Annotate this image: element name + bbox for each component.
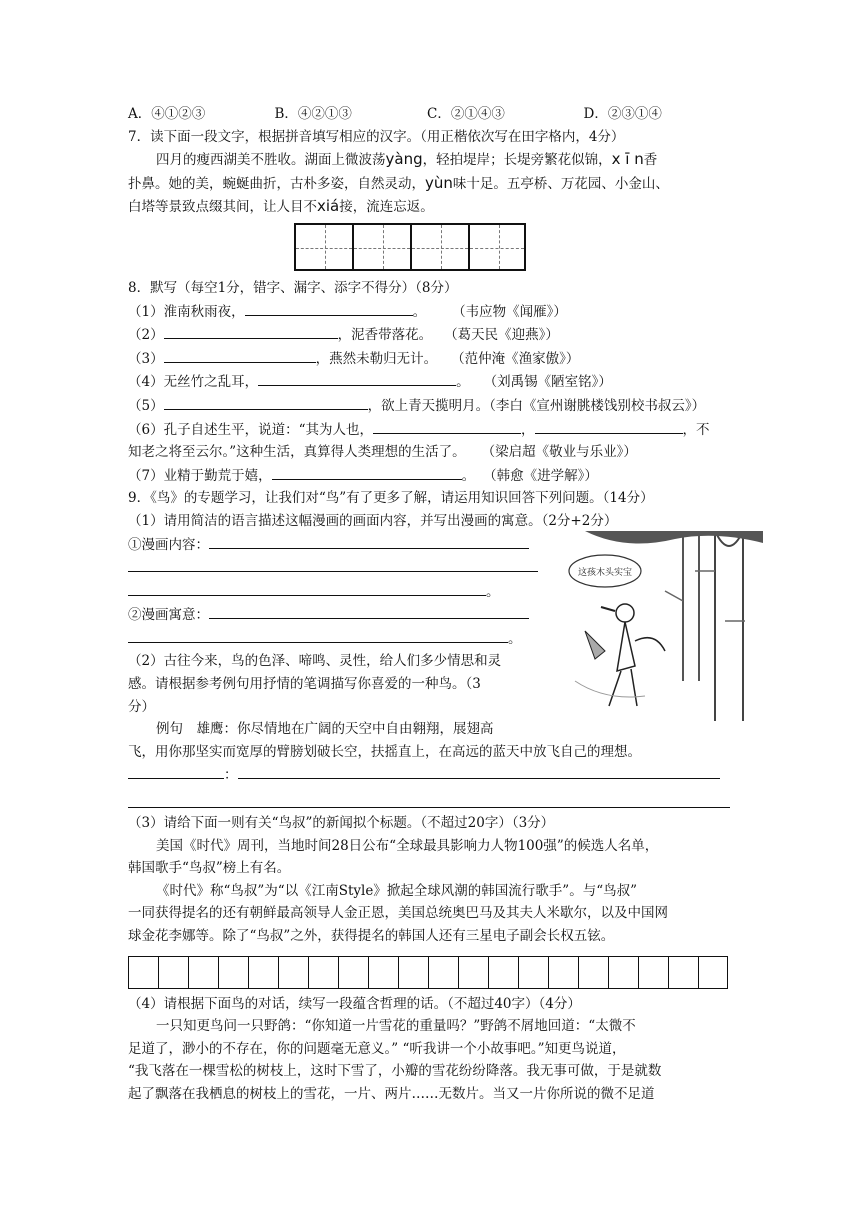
tian-cell[interactable]	[468, 223, 526, 271]
news-line-1: 美国《时代》周刊，当地时间28日公布“全球最具影响力人物100强”的候选人名单，	[156, 837, 659, 854]
q8-item-2: （2） ，泥香带落花。 （葛天民《迎燕》）	[128, 323, 730, 347]
grid-cell[interactable]	[158, 956, 188, 989]
q7-title: 7．读下面一段文字，根据拼音填写相应的汉字。（用正楷依次写在田字格内，4分）	[128, 128, 625, 145]
grid-cell[interactable]	[278, 956, 308, 989]
tian-cell[interactable]	[410, 223, 468, 271]
news-line-4: 一同获得提名的还有朝鲜最高领导人金正恩，美国总统奥巴马及其夫人米歇尔，以及中国网	[128, 905, 668, 922]
tian-grid	[294, 223, 730, 271]
answer-line[interactable]	[209, 603, 529, 619]
woodpecker-head	[616, 604, 634, 622]
answer-rule[interactable]	[128, 787, 730, 808]
q8-item-1: （1）淮南秋雨夜， 。 （韦应物《闻雁》）	[128, 300, 730, 324]
grid-cell[interactable]	[188, 956, 218, 989]
grid-cell[interactable]	[308, 956, 338, 989]
blank[interactable]	[164, 394, 368, 410]
bird-answer-line: ：	[128, 763, 730, 787]
story-line-1: 一只知更鸟问一只野鸽：“你知道一片雪花的重量吗？”野鸽不屑地回道：“太微不	[156, 1018, 636, 1035]
q9-title: 9．《鸟》的专题学习，让我们对“鸟”有了更多了解，请运用知识回答下列问题。（14分）	[128, 490, 654, 507]
answer-line[interactable]	[128, 627, 508, 643]
news-line-2: 韩国歌手“鸟叔”榜上有名。	[128, 860, 291, 877]
example-line-1: 例句 雄鹰：你尽情地在广阔的天空中自由翱翔，展翅高	[156, 721, 494, 738]
pinyin-xia: xiá	[317, 197, 340, 216]
q8-item-6: （6）孔子自述生平，说道：“其为人也， ， ，不	[128, 418, 730, 442]
story-line-2: 足道了，渺小的不存在，你的问题毫无意义。” “听我讲一个小故事吧。”知更鸟说道，	[128, 1040, 626, 1057]
q7-passage-line-3: 白塔等景致点缀其间，让人目不xiá接，流连忘返。	[128, 197, 434, 216]
grid-cell[interactable]	[338, 956, 368, 989]
cartoon-meaning-line: ②漫画寓意：	[128, 603, 730, 627]
blank[interactable]	[258, 370, 456, 386]
q8-item-5: （5） ，欲上青天揽明月。（李白《宣州谢朓楼饯别校书叔云》）	[128, 394, 730, 418]
answer-line-row: 。	[128, 580, 730, 604]
answer-line[interactable]	[209, 533, 529, 549]
title-answer-grid	[128, 956, 730, 989]
blank[interactable]	[245, 300, 413, 316]
option-d: D．②③①④	[583, 106, 662, 122]
blank[interactable]	[164, 347, 316, 363]
q8-item-3: （3） ，燕然未勒归无计。 （范仲淹《渔家傲》）	[128, 347, 730, 371]
news-line-3: 《时代》称“鸟叔”为“以《江南Style》掀起全球风潮的韩国流行歌手”。与“鸟叔”	[156, 882, 638, 899]
pinyin-yun: yùn	[425, 173, 453, 192]
q8-item-7: （7）业精于勤荒于嬉， 。 （韩愈《进学解》）	[128, 464, 730, 488]
grid-cell[interactable]	[428, 956, 458, 989]
cartoon-image	[565, 531, 763, 721]
answer-line[interactable]	[128, 556, 538, 572]
q9-sub4: （4）请根据下面鸟的对话，续写一段蕴含哲理的话。（不超过40字）（4分）	[128, 995, 581, 1012]
story-line-3: “我飞落在一棵雪松的树枝上，这时下雪了，小瓣的雪花纷纷降落。我无事可做，于是就数	[128, 1063, 662, 1080]
grid-cell[interactable]	[518, 956, 548, 989]
answer-line-row: 。	[128, 627, 730, 651]
grid-cell[interactable]	[638, 956, 668, 989]
grid-cell[interactable]	[488, 956, 518, 989]
bird-name-blank[interactable]	[128, 763, 224, 779]
tian-cell[interactable]	[352, 223, 410, 271]
q8-item-4: （4）无丝竹之乱耳， 。 （刘禹锡《陋室铭》）	[128, 370, 730, 394]
q9-sub3: （3）请给下面一则有关“鸟叔”的新闻拟个标题。（不超过20字）（3分）	[128, 815, 555, 832]
grid-cell[interactable]	[128, 956, 158, 989]
blank[interactable]	[272, 464, 462, 480]
story-line-4: 起了飘落在我栖息的树枝上的雪花，一片、两片……无数片。当又一片你所说的微不足道	[128, 1085, 655, 1102]
answer-line[interactable]	[128, 580, 486, 596]
q9-sub2-line-1: （2）古往今来，鸟的色泽、啼鸣、灵性，给人们多少情思和灵	[128, 653, 502, 670]
grid-cell[interactable]	[368, 956, 398, 989]
grid-cell[interactable]	[548, 956, 578, 989]
grid-cell[interactable]	[218, 956, 248, 989]
answer-options	[128, 103, 730, 126]
q9-sub2-line-2: 感。请根据参考例句用抒情的笔调描写你喜爱的一种鸟。（3	[128, 676, 481, 693]
q9-sub2-line-3: 分）	[128, 698, 155, 715]
answer-line[interactable]	[238, 763, 720, 779]
tian-cell[interactable]	[294, 223, 352, 271]
pinyin-xin: x ī n	[611, 150, 644, 169]
grid-cell[interactable]	[398, 956, 428, 989]
grid-cell[interactable]	[698, 956, 728, 989]
sign-text: 这孩木头实宝	[577, 568, 633, 578]
pinyin-yang: yàng	[385, 150, 423, 169]
option-c: C．②①④③	[427, 106, 505, 122]
example-line-2: 飞，用你那坚实而宽厚的臂膀划破长空，扶摇直上，在高远的蓝天中放飞自己的理想。	[128, 743, 641, 760]
exam-page	[128, 103, 730, 1106]
q9-sub1: （1）请用简洁的语言描述这幅漫画的画面内容，并写出漫画的寓意。（2分+2分）	[128, 512, 618, 529]
news-line-5: 球金花李娜等。除了“鸟叔”之外，获得提名的韩国人还有三星电子副会长权五铉。	[128, 928, 615, 944]
blank[interactable]	[164, 323, 338, 339]
cartoon-content-line: ①漫画内容：	[128, 533, 730, 557]
grid-cell[interactable]	[608, 956, 638, 989]
q7-passage-line-1: 四月的瘦西湖美不胜收。湖面上微波荡yàng，轻拍堤岸；长堤旁繁花似锦，x ī n香	[156, 150, 658, 169]
blank[interactable]	[373, 418, 521, 434]
q8-item-6-cont: 知老之将至云尔。”这种生活，真算得人类理想的生活了。 （梁启超《敬业与乐业》）	[128, 444, 637, 461]
grid-cell[interactable]	[458, 956, 488, 989]
blank[interactable]	[535, 418, 683, 434]
option-a: A．④①②③	[128, 106, 206, 122]
grid-cell[interactable]	[248, 956, 278, 989]
q7-passage-line-2: 扑鼻。她的美，蜿蜒曲折，古朴多姿，自然灵动，yùn味十足。五亭桥、万花园、小金山、	[128, 173, 669, 192]
grid-cell[interactable]	[668, 956, 698, 989]
option-b: B．④②①③	[274, 106, 352, 122]
grid-cell[interactable]	[578, 956, 608, 989]
q8-title: 8．默写（每空1分，错字、漏字、添字不得分）（8分）	[128, 279, 458, 296]
